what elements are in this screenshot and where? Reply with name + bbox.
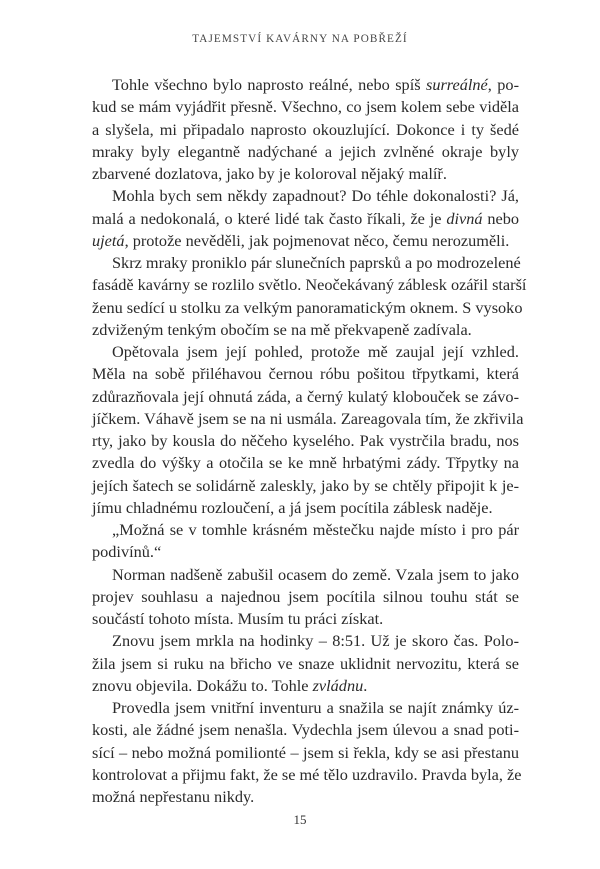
text-line: jejích šatech se solidárně zaleskly, jako by se chtěly připojit k je-	[92, 475, 519, 495]
text-line: Norman nadšeně zabušil ocasem do země. Vzala jsem to jako	[112, 564, 519, 584]
text-line: žila jsem si ruku na břicho ve snaze uklidnit nervozitu, která se	[92, 653, 519, 673]
paragraph	[92, 252, 527, 341]
paragraph	[92, 564, 519, 631]
text-line: Mohla bych sem někdy zapadnout? Do téhle dokonalosti? Já,	[112, 186, 519, 206]
text-line: Měla na sobě přiléhavou černou róbu pošitou třpytkami, která	[92, 364, 519, 384]
text-line: zdůrazňovala její ohnutá záda, a černý kulatý klobouček se závo-	[92, 386, 519, 406]
text-line: zvedla do výšky a otočila se ke mně hrbatými zády. Třpytky na	[92, 453, 519, 473]
text-line: malá a nedokonalá, o které lidé tak často říkali, že je divná nebo	[92, 208, 520, 228]
body-text	[92, 74, 527, 808]
paragraph	[92, 519, 519, 564]
text-line: znovu objevila. Dokážu to. Tohle zvládnu.	[92, 675, 368, 695]
emphasis: ujetá	[92, 230, 125, 250]
text-line: rty, jako by kousla do něčeho kyselého. Pak vystrčila bradu, nos	[92, 431, 519, 450]
text-line: kosti, ale žádné jsem nenašla. Vydechla jsem úlevou a snad poti-	[92, 720, 519, 740]
emphasis: surreálné	[425, 75, 488, 94]
text-line: zdviženým tenkým obočím se na mě překvapeně zadívala.	[92, 319, 472, 339]
paragraph	[92, 697, 522, 808]
text-line: ujetá, protože nevěděli, jak pojmenovat něco, čemu nerozuměli.	[92, 230, 510, 250]
page-number: 15	[293, 812, 307, 827]
text-line: sící – nebo možná pomilionté – jsem si řekla, kdy se asi přestanu	[92, 742, 519, 762]
text-line: „Možná se v tomhle krásném městečku najde místo i pro pár	[112, 520, 519, 539]
paragraph	[92, 630, 519, 697]
text-line: ženu sedící u stolku za velkým panoramatickým oknem. S vysoko	[92, 297, 523, 317]
running-head: TAJEMSTVÍ KAVÁRNY NA POBŘEŽÍ	[192, 33, 408, 45]
paragraph	[92, 185, 519, 252]
text-line: projev souhlasu a najednou jsem pocítila silnou touhu stát se	[92, 586, 519, 606]
paragraph	[92, 341, 524, 519]
text-line: mraky byly elegantně nadýchané a jejich zvlněné okraje byly	[92, 141, 519, 161]
text-line: Opětovala jsem její pohled, protože mě zaujal její vzhled.	[112, 342, 519, 361]
paragraph	[92, 74, 519, 185]
text-line: Znovu jsem mrkla na hodinky – 8:51. Už je skoro čas. Polo-	[112, 631, 519, 651]
text-line: součástí tohoto místa. Musím tu práci získat.	[92, 609, 384, 628]
text-line: Provedla jsem vnitřní inventuru a snažila se najít známky úz-	[112, 698, 519, 717]
text-line: možná nepřestanu nikdy.	[92, 787, 255, 806]
text-line: kontrolovat a přijmu fakt, že se mé tělo uzdravilo. Pravda byla, že	[92, 764, 522, 784]
text-line: fasádě kavárny se rozlilo světlo. Neočekávaný záblesk ozářil starší	[92, 275, 527, 295]
text-line: a slyšela, mi připadalo naprosto okouzlující. Dokonce i ty šedé	[92, 119, 519, 139]
text-line: kud se mám vyjádřit přesně. Všechno, co jsem kolem sebe viděla	[92, 97, 519, 117]
text-line: jímu chladnému rozloučení, a já jsem pocítila záblesk naděje.	[92, 497, 493, 517]
text-line: zbarvené dozlatova, jako by je koloroval nějaký malíř.	[92, 164, 447, 183]
emphasis: divná	[446, 208, 483, 228]
text-line: Tohle všechno bylo naprosto reálné, nebo spíš surreálné, po-	[112, 75, 519, 94]
text-line: Skrz mraky proniklo pár slunečních paprsků a po modrozelené	[112, 253, 521, 272]
text-line: podivínů.“	[92, 542, 162, 562]
text-line: jíčkem. Váhavě jsem se na ni usmála. Zareagovala tím, že zkřivila	[92, 408, 524, 428]
emphasis: zvládnu	[312, 675, 364, 695]
